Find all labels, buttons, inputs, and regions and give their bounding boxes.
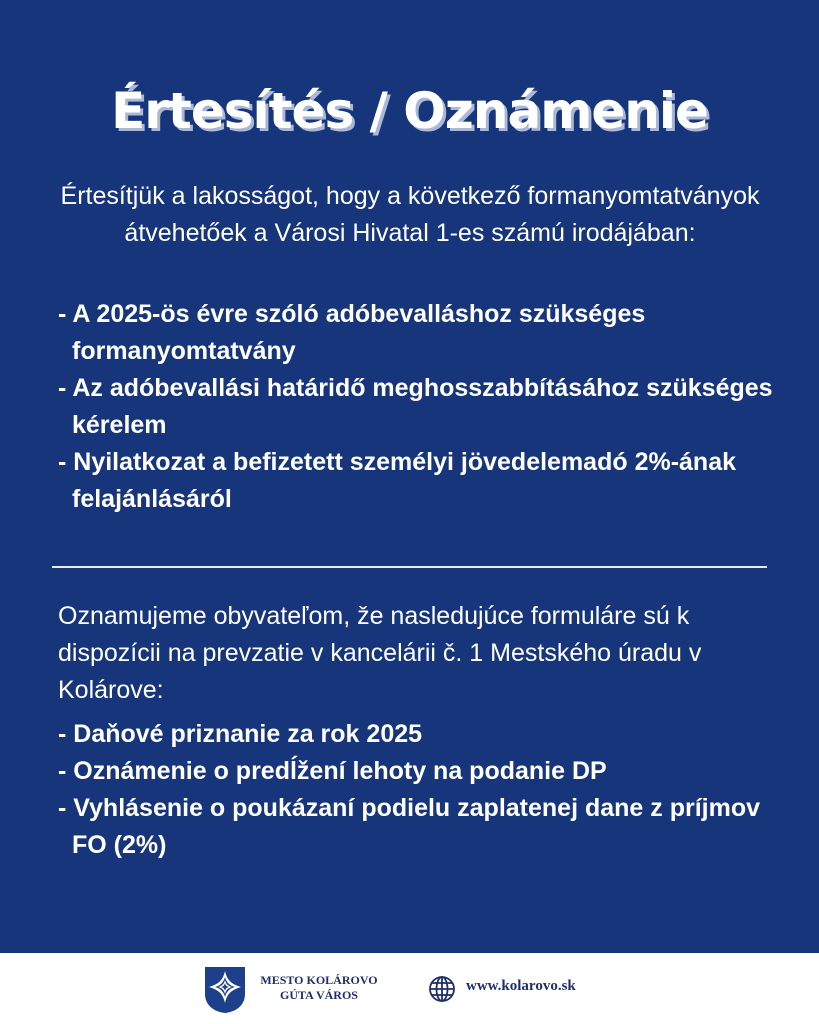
list-item: - Vyhlásenie o poukázaní podielu zaplatenej dane z príjmov FO (2%) — [58, 794, 761, 859]
divider — [52, 566, 767, 568]
city-name-line1: MESTO KOLÁROVO — [260, 973, 378, 987]
slovak-intro: Oznamujeme obyvateľom, že nasledujúce formuláre sú k dispozícii na prevzatie v kancelárii č. 1 Mestského úradu v Kolárove: — [58, 602, 702, 704]
page-title: Értesítés / Oznámenie — [111, 82, 708, 140]
website-link[interactable]: www.kolarovo.sk — [466, 978, 576, 994]
footer — [0, 953, 819, 1024]
city-name-line2: GÚTA VÁROS — [280, 988, 358, 1002]
list-item: - Daňové priznanie za rok 2025 — [58, 720, 423, 748]
slovak-form-list — [58, 716, 778, 864]
globe-icon — [428, 975, 456, 1003]
city-crest-icon — [204, 966, 246, 1014]
list-item: - Oznámenie o predĺžení lehoty na podanie DP — [58, 757, 607, 785]
hungarian-form-list — [58, 296, 778, 518]
list-item: - Az adóbevallási határidő meghosszabbításához szükséges kérelem — [58, 374, 773, 439]
list-item: - A 2025-ös évre szóló adóbevalláshoz szükséges formanyomtatvány — [58, 300, 646, 365]
list-item: - Nyilatkozat a befizetett személyi jövedelemadó 2%-ának felajánlásáról — [58, 448, 737, 513]
hungarian-intro: Értesítjük a lakosságot, hogy a következő formanyomtatványok átvehetőek a Városi Hivatal 1-es számú irodájában: — [60, 182, 760, 247]
city-name — [258, 973, 380, 1003]
